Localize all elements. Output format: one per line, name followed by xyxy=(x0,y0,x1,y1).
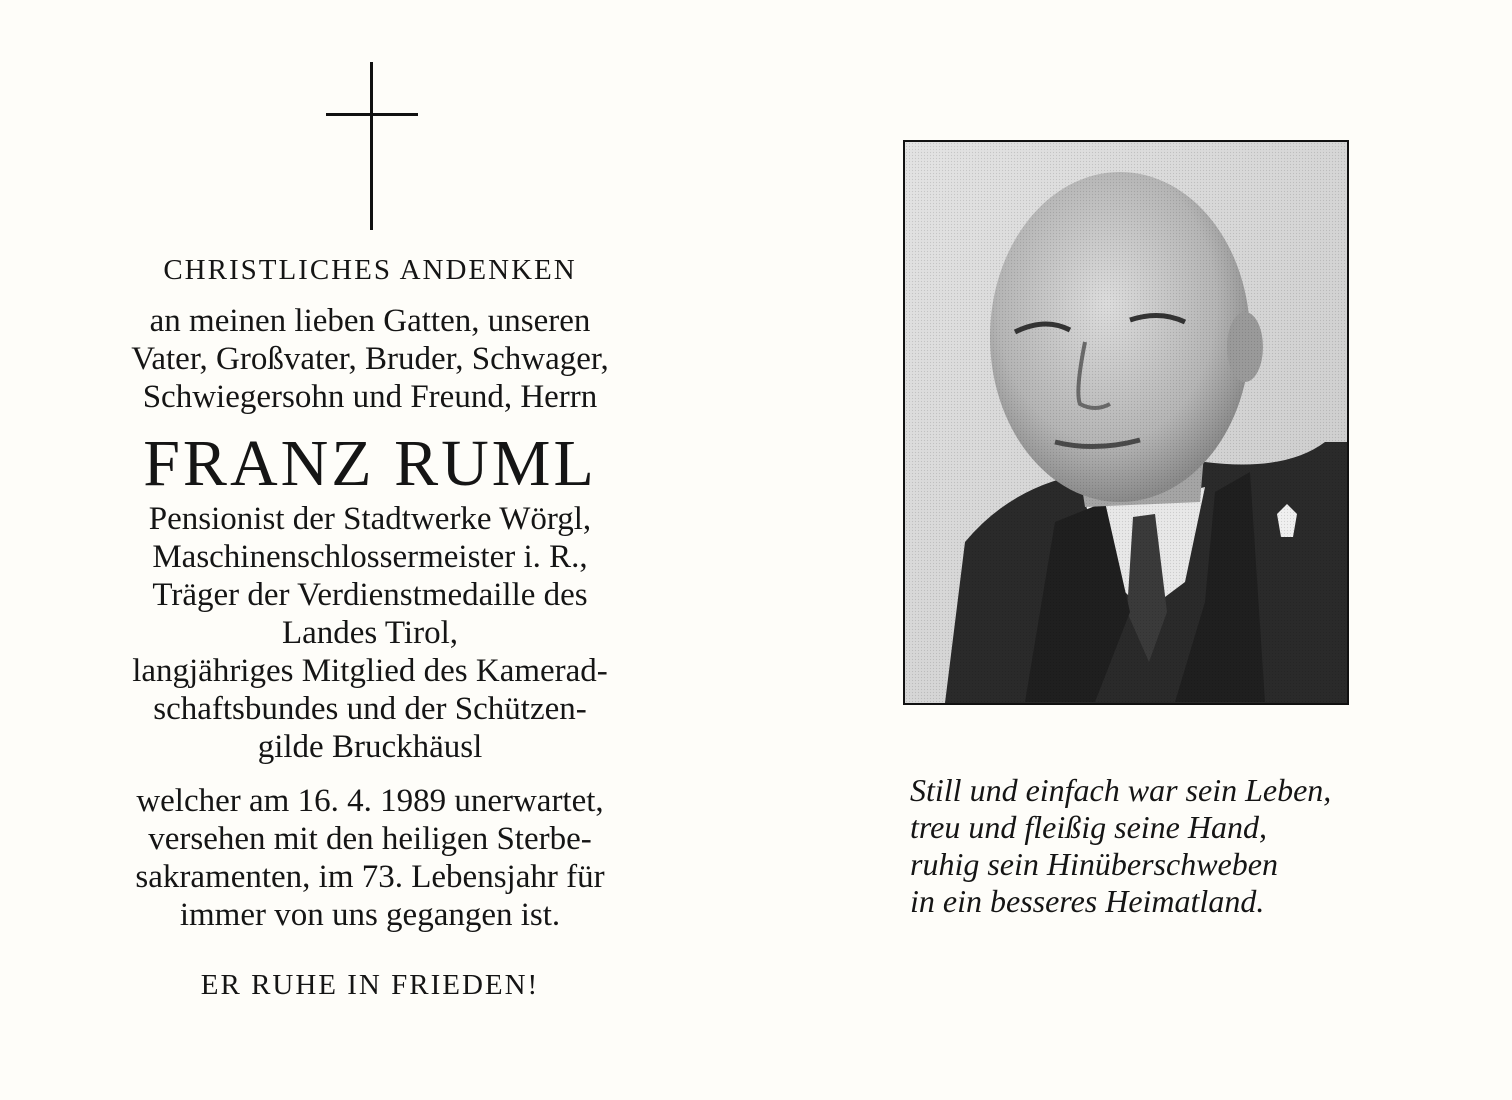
portrait-photo xyxy=(903,140,1349,705)
death-line: versehen mit den heiligen Sterbe- xyxy=(148,821,592,857)
bio-line: gilde Bruckhäusl xyxy=(257,729,483,765)
bio-line: Träger der Verdienstmedaille des xyxy=(152,577,588,613)
deceased-name: FRANZ RUML xyxy=(143,427,597,500)
bio-line: Maschinenschlossermeister i. R., xyxy=(152,539,588,575)
intro-line: Schwiegersohn und Freund, Herrn xyxy=(142,379,598,415)
memorial-poem xyxy=(910,772,1470,920)
bio-line: langjähriges Mitglied des Kamerad- xyxy=(132,653,608,689)
bio-line: Pensionist der Stadtwerke Wörgl, xyxy=(148,501,592,537)
intro-text xyxy=(70,302,670,416)
bio-line: Landes Tirol, xyxy=(281,615,459,651)
poem-line: ruhig sein Hinüberschweben xyxy=(910,846,1278,882)
card-heading: CHRISTLICHES ANDENKEN xyxy=(163,254,577,286)
poem-line: in ein besseres Heimatland. xyxy=(910,883,1265,919)
closing-phrase: ER RUHE IN FRIEDEN! xyxy=(200,969,540,1001)
death-line: immer von uns gegangen ist. xyxy=(179,897,561,933)
bio-line: schaftsbundes und der Schützen- xyxy=(153,691,587,727)
poem-line: treu und fleißig seine Hand, xyxy=(910,809,1267,845)
portrait-illustration xyxy=(905,142,1347,703)
poem-line: Still und einfach war sein Leben, xyxy=(910,772,1332,808)
intro-line: Vater, Großvater, Bruder, Schwager, xyxy=(131,341,609,377)
biography-text xyxy=(70,500,670,766)
cross-icon xyxy=(326,62,418,230)
death-line: welcher am 16. 4. 1989 unerwartet, xyxy=(136,783,604,819)
death-line: sakramenten, im 73. Lebensjahr für xyxy=(135,859,605,895)
death-notice xyxy=(70,782,670,934)
intro-line: an meinen lieben Gatten, unseren xyxy=(149,303,591,339)
